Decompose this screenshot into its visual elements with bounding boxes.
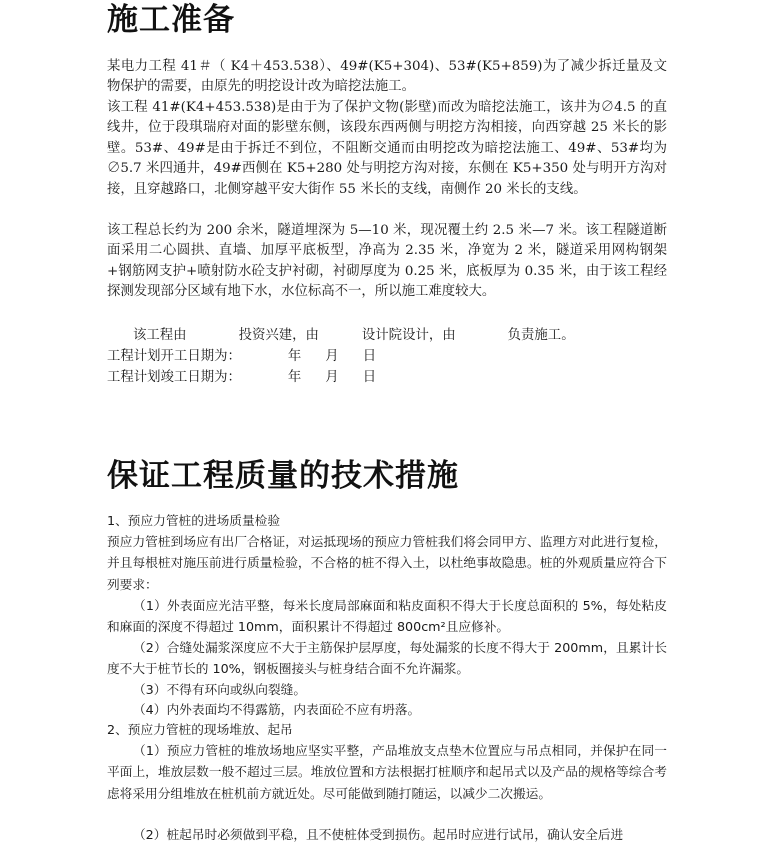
parties-text-4: 负责施工。 [507, 328, 575, 343]
end-date-label: 工程计划竣工日期为： [107, 370, 241, 385]
parties-text-3: 设计院设计，由 [361, 328, 456, 343]
list-item-surface-requirement: （1）外表面应光洁平整，每米长度局部麻面和粘皮面积不得大于长度总面积的 5%，每处粘皮和麻面的深度不得超过 10mm，面积累计不得超过 800cm²且应修补。 [107, 598, 667, 635]
subheading-pile-inspection: 1、预应力管桩的进场质量检验 [107, 513, 281, 528]
list-item-seam-leakage: （2）合缝处漏浆深度应不大于主筋保护层厚度，每处漏浆的长度不得大于 200mm，且累计长度不大于桩节长的 10%，钢板圈接头与桩身结合面不允许漏浆。 [107, 640, 667, 677]
planned-start-date [107, 347, 376, 367]
parties-text-2: 投资兴建，由 [238, 328, 319, 343]
list-item-lifting: （2）桩起吊时必须做到平稳，且不使桩体受到损伤。起吊时应进行试吊，确认安全后进 [133, 827, 624, 842]
paragraph-well-description: 该工程 41#(K4+453.538)是由于为了保护文物(影壁)而改为暗挖法施工，该井为∅4.5 的直线井，位于段琪瑞府对面的影壁东侧，该段东西两侧与明挖方沟相接，向西穿越 25 米长的影壁。53#、49#是由于拆迁不到位，不阻断交通而由明挖改为暗挖法施工、49#、53#均为∅5.7 米四通井，49#西侧在 K5+280 处与明挖方沟对接，东侧在 K5+350 处与明开方沟对接，且穿越路口，北侧穿越平安大街作 55 米长的支线，南侧作 20 米长的支线。 [107, 100, 667, 197]
list-item-no-exposed-rebar: （4）内外表面均不得露筋，内表面砼不应有坍落。 [133, 702, 421, 717]
list-item-stacking-site: （1）预应力管桩的堆放场地应坚实平整，产品堆放支点垫木位置应与吊点相同，并保护在同一平面上，堆放层数一般不超过三层。堆放位置和方法根据打桩顺序和起吊式以及产品的规格等综合考虑将采用分组堆放在桩机前方就近处。尽可能做到随打随运，以减少二次搬运。 [107, 743, 667, 801]
paragraph-project-intro: 某电力工程 41＃（ K4＋453.538）、49#(K5+304)、53#(K5+859)为了减少拆迁量及文物保护的需要，由原先的明挖设计改为暗挖法施工。 [107, 59, 667, 95]
list-item-no-cracks: （3）不得有环向或纵向裂缝。 [133, 682, 307, 697]
subheading-pile-stacking: 2、预应力管桩的现场堆放、起吊 [107, 722, 293, 737]
month-label: 月 [325, 370, 339, 385]
day-label: 日 [362, 370, 377, 385]
start-date-label: 工程计划开工日期为： [107, 349, 241, 364]
parties-text-1: 该工程由 [133, 328, 187, 343]
year-label: 年 [287, 370, 302, 385]
section-title-quality-measures: 保证工程质量的技术措施 [107, 458, 459, 494]
section-title-construction-preparation: 施工准备 [107, 2, 235, 38]
paragraph-parties [133, 326, 575, 346]
paragraph-tunnel-description: 该工程总长约为 200 余米，隧道埋深为 5—10 米，现况覆土约 2.5 米—7 米。该工程隧道断面采用二心圆拱、直墙、加厚平底板型，净高为 2.35 米，净宽为 2 米，隧道采用网构钢架+钢筋网支护+喷射防水砼支护衬砌，衬砌厚度为 0.25 米，底板厚为 0.35 米，由于该工程经探测发现部分区域有地下水，水位标高不一，所以施工难度较大。 [107, 223, 667, 300]
year-label: 年 [287, 349, 302, 364]
month-label: 月 [325, 349, 339, 364]
paragraph-pile-inspection: 预应力管桩到场应有出厂合格证，对运抵现场的预应力管桩我们将会同甲方、监理方对此进行复检，并且每根桩对施压前进行质量检验，不合格的桩不得入土，以杜绝事故隐患。桩的外观质量应符合下列要求： [107, 534, 667, 592]
day-label: 日 [362, 349, 377, 364]
planned-end-date [107, 368, 376, 388]
